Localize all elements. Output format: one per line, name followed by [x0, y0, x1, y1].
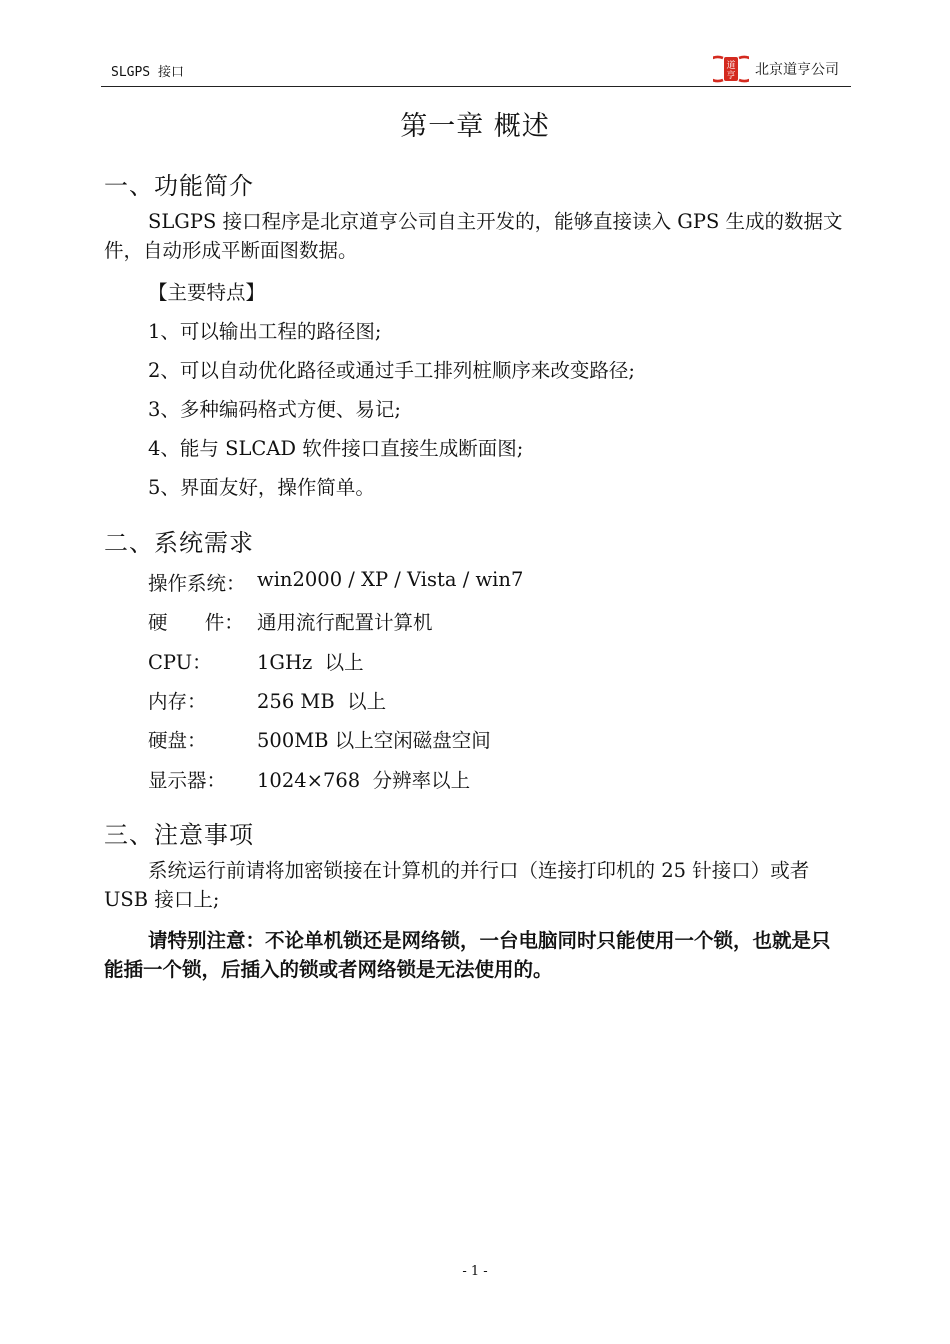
requirement-value-memory: 256 MB 以上 — [257, 690, 387, 713]
header-document-title: SLGPS 接口 — [111, 65, 184, 80]
header-company-name: 北京道亨公司 — [755, 62, 839, 78]
page-header — [101, 52, 851, 87]
feature-item: 3、多种编码格式方便、易记; — [148, 398, 401, 421]
warning-paragraph — [104, 926, 848, 984]
requirement-value-cpu: 1GHz 以上 — [257, 651, 364, 674]
company-logo-icon — [713, 54, 749, 84]
requirement-label-memory: 内存： — [148, 690, 207, 713]
requirement-value-display: 1024×768 分辨率以上 — [257, 769, 471, 792]
requirement-label-display: 显示器： — [148, 769, 227, 792]
feature-item: 4、能与 SLCAD 软件接口直接生成断面图; — [148, 437, 524, 460]
logo-char-top: 道 — [726, 61, 736, 71]
feature-item: 2、可以自动优化路径或通过手工排列桩顺序来改变路径; — [148, 359, 635, 382]
requirement-label-os: 操作系统： — [148, 572, 246, 595]
header-company-block — [713, 54, 839, 84]
feature-item: 5、界面友好，操作简单。 — [148, 476, 375, 499]
note-paragraph: 系统运行前请将加密锁接在计算机的并行口（连接打印机的 25 针接口）或者 USB 接口上; — [104, 859, 810, 911]
warning-lead: 请特别注意： — [148, 929, 266, 952]
features-heading: 【主要特点】 — [148, 281, 266, 304]
requirement-label-hardware: 硬 件： — [148, 611, 244, 634]
feature-item: 1、可以输出工程的路径图; — [148, 320, 382, 343]
requirement-value-hardware: 通用流行配置计算机 — [257, 611, 433, 634]
section-title-features: 一、功能简介 — [104, 172, 254, 200]
intro-paragraph: SLGPS 接口程序是北京道亨公司自主开发的，能够直接读入 GPS 生成的数据文件，自动形成平断面图数据。 — [104, 210, 843, 262]
page-number: - 1 - — [462, 1264, 488, 1279]
section-title-requirements: 二、系统需求 — [104, 529, 254, 557]
warning-body: 不论单机锁还是网络锁，一台电脑同时只能使用一个锁，也就是只能插一个锁，后插入的锁或者网络锁是无法使用的。 — [104, 929, 831, 981]
requirement-value-disk: 500MB 以上空闲磁盘空间 — [257, 729, 491, 752]
requirement-value-os: win2000 / XP / Vista / win7 — [257, 568, 524, 591]
logo-char-bottom: 亨 — [726, 71, 736, 81]
requirement-label-disk: 硬盘： — [148, 729, 207, 752]
chapter-title: 第一章 概述 — [400, 111, 550, 142]
requirement-label-cpu: CPU： — [148, 651, 212, 674]
section-title-notes: 三、注意事项 — [104, 821, 254, 849]
